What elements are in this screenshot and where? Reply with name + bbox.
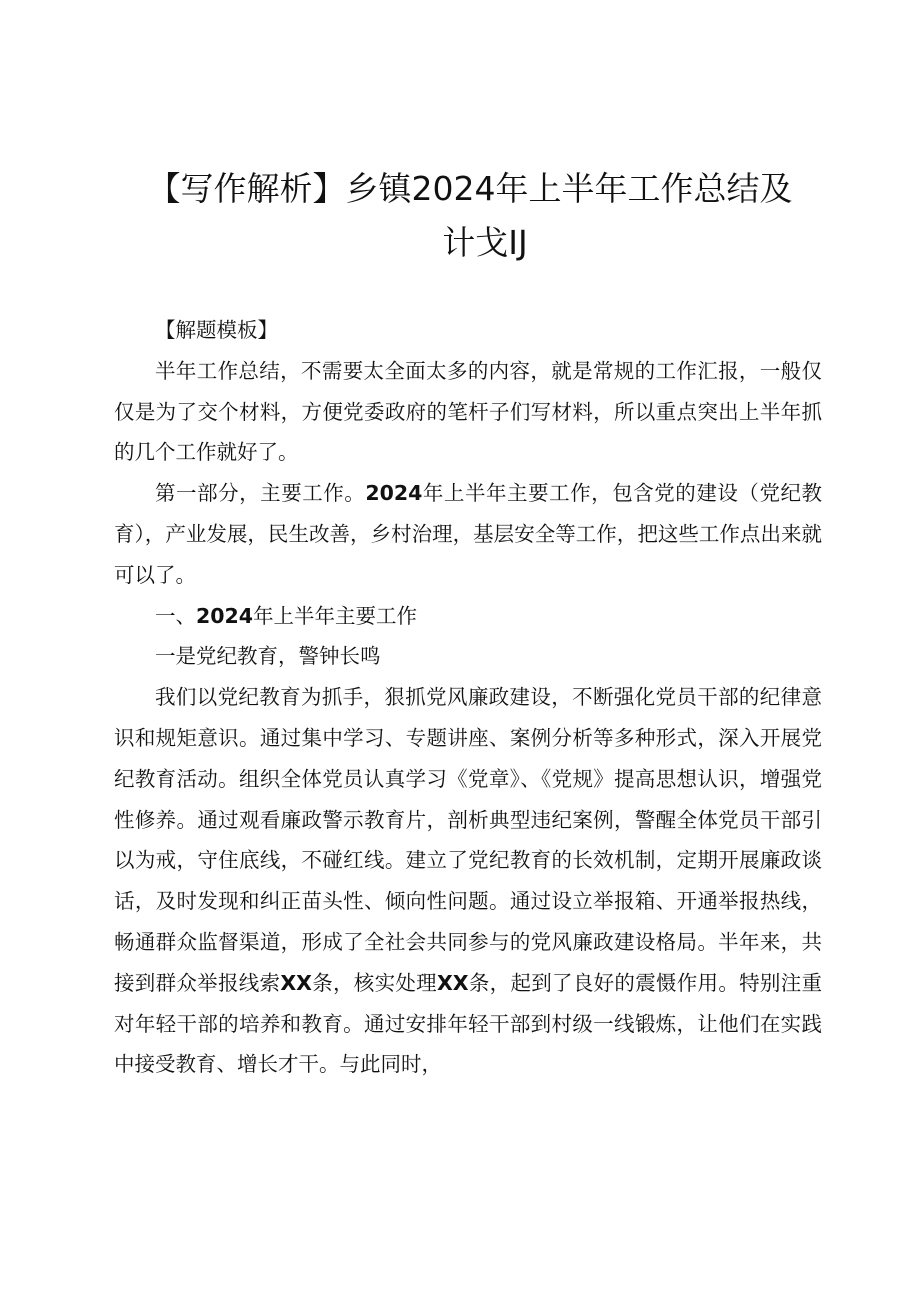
- document-body: [114, 310, 822, 1085]
- body-text-c: 条，起到了良好的震慑作用。特别注重对年轻干部的培养和教育。通过安排年轻干部到村级一线锻炼，让他们在实践中接受教育、增长才干。与此同时，: [114, 970, 823, 1077]
- section-heading-1: [114, 596, 822, 637]
- placeholder-xx-2: XX: [436, 970, 469, 995]
- sub-heading-1: 一是党纪教育，警钟长鸣: [155, 644, 381, 669]
- body-paragraph-1: [114, 677, 822, 1085]
- title-line-1: 【写作解析】乡镇2024年上半年工作总结及: [147, 169, 793, 208]
- section-heading-year: 2024: [196, 603, 254, 628]
- part-one-year: 2024: [365, 481, 423, 506]
- body-text-b: 条，核实处理: [311, 970, 437, 995]
- body-text-a: 我们以党纪教育为抓手，狠抓党风廉政建设，不断强化党员干部的纪律意识和规矩意识。通过集中学习、专题讲座、案例分析等多种形式，深入开展党纪教育活动。组织全体党员认真学习《党章》、《党规》提高思想认识，增强党性修养。通过观看廉政警示教育片，剖析典型违纪案例，警醒全体党员干部引以为戒，守住底线，不碰红线。建立了党纪教育的长效机制，定期开展廉政谈话，及时发现和纠正苗头性、倾向性问题。通过设立举报箱、开通举报热线，畅通群众监督渠道，形成了全社会共同参与的党风廉政建设格局。半年来，共接到群众举报线索: [114, 685, 822, 995]
- intro-paragraph: 半年工作总结，不需要太全面太多的内容，就是常规的工作汇报，一般仅仅是为了交个材料，方便党委政府的笔杆子们写材料，所以重点突出上半年抓的几个工作就好了。: [114, 358, 822, 465]
- part-one-text: 年上半年主要工作，包含党的建设（党纪教育），产业发展，民生改善，乡村治理，基层安全等工作，把这些工作点出来就可以了。: [114, 481, 823, 587]
- document-title: [120, 162, 820, 270]
- section-heading-number: 一、: [155, 603, 196, 628]
- title-line-2: 计戈IJ: [442, 223, 528, 262]
- part-one-lead: 第一部分，主要工作。: [155, 481, 366, 506]
- part-one-paragraph: [114, 473, 822, 595]
- section-heading-text: 年上半年主要工作: [253, 603, 418, 628]
- template-label: 【解题模板】: [155, 318, 278, 342]
- placeholder-xx-1: XX: [280, 970, 312, 995]
